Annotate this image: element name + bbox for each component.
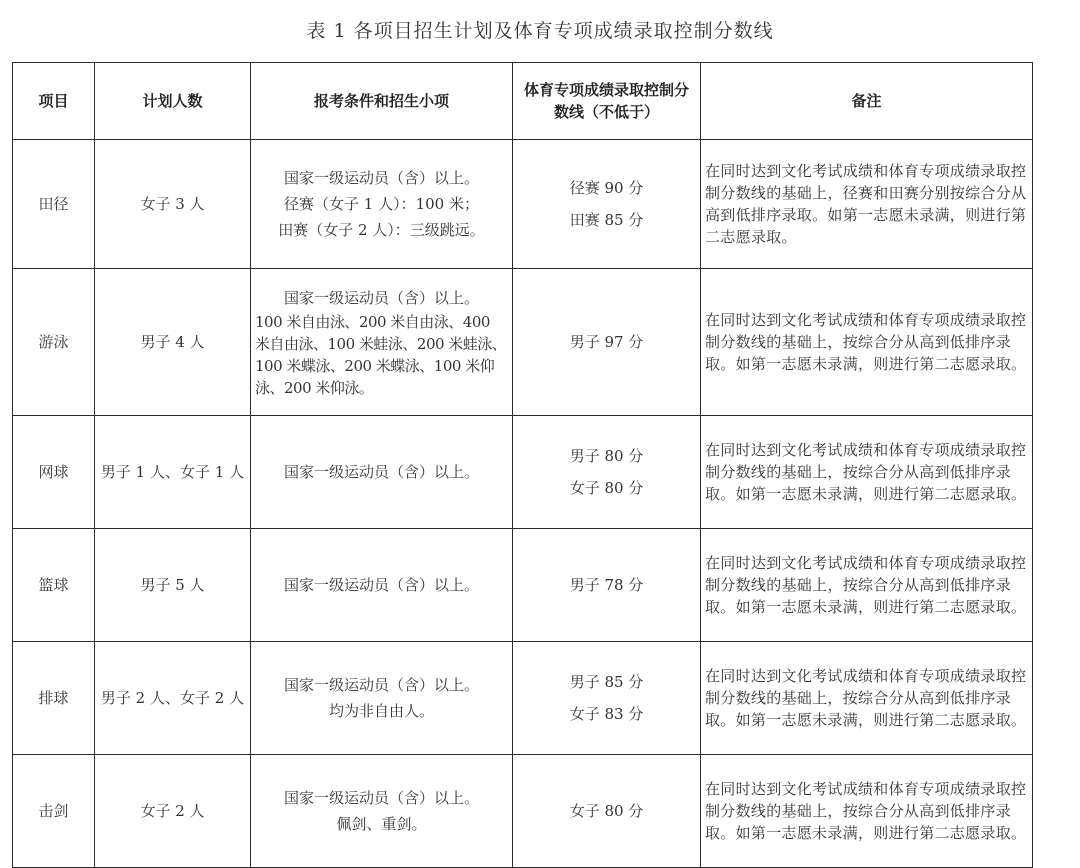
plan-cell: 女子 2 人 [95,755,251,868]
score-line: 男子 97 分 [569,333,644,351]
conditions-cell [251,140,513,269]
score-cell [513,269,701,416]
conditions-cell [251,529,513,642]
conditions-cell [251,642,513,755]
condition-line: 国家一级运动员（含）以上。 [283,169,479,187]
condition-line: 国家一级运动员（含）以上。 [283,289,479,307]
conditions-cell [251,269,513,416]
table-row [13,416,1033,529]
project-cell: 田径 [13,140,95,269]
score-line: 女子 80 分 [569,479,644,497]
header-score: 体育专项成绩录取控制分数线（不低于） [513,63,701,140]
table-caption: 表 1 各项目招生计划及体育专项成绩录取控制分数线 [306,20,774,42]
header-plan: 计划人数 [95,63,251,140]
header-project: 项目 [13,63,95,140]
score-cell [513,140,701,269]
score-line: 男子 85 分 [569,673,644,691]
score-cell [513,529,701,642]
score-line: 女子 80 分 [569,802,644,820]
score-cell [513,642,701,755]
score-cell [513,755,701,868]
project-cell: 击剑 [13,755,95,868]
conditions-cell [251,416,513,529]
project-cell: 网球 [13,416,95,529]
header-row [13,63,1033,140]
condition-line: 100 米自由泳、200 米自由泳、400 米自由泳、100 米蛙泳、200 米蛙泳、100 米蝶泳、200 米蝶泳、100 米仰泳、200 米仰泳。 [255,313,507,397]
condition-line: 国家一级运动员（含）以上。 [283,676,479,694]
score-line: 田赛 85 分 [569,211,644,229]
score-cell [513,416,701,529]
table-row [13,140,1033,269]
plan-cell: 男子 2 人、女子 2 人 [95,642,251,755]
note-cell: 在同时达到文化考试成绩和体育专项成绩录取控制分数线的基础上，按综合分从高到低排序录取。如第一志愿未录满，则进行第二志愿录取。 [701,529,1033,642]
header-conditions: 报考条件和招生小项 [251,63,513,140]
score-line: 女子 83 分 [569,705,644,723]
condition-line: 国家一级运动员（含）以上。 [283,463,479,481]
condition-line: 径赛（女子 1 人）：100 米； [284,195,479,213]
score-line: 径赛 90 分 [569,179,644,197]
admission-quota-table [12,62,1033,868]
table-row [13,755,1033,868]
header-note: 备注 [701,63,1033,140]
condition-line: 国家一级运动员（含）以上。 [283,576,479,594]
condition-line: 佩剑、重剑。 [336,815,427,833]
note-cell: 在同时达到文化考试成绩和体育专项成绩录取控制分数线的基础上，径赛和田赛分别按综合分从高到低排序录取。如第一志愿未录满，则进行第二志愿录取。 [701,140,1033,269]
note-cell: 在同时达到文化考试成绩和体育专项成绩录取控制分数线的基础上，按综合分从高到低排序录取。如第一志愿未录满，则进行第二志愿录取。 [701,755,1033,868]
condition-line: 均为非自由人。 [328,702,434,720]
table-row [13,642,1033,755]
score-line: 男子 78 分 [569,576,644,594]
conditions-cell [251,755,513,868]
project-cell: 篮球 [13,529,95,642]
table-row [13,269,1033,416]
condition-line: 田赛（女子 2 人）：三级跳远。 [278,221,485,239]
plan-cell: 女子 3 人 [95,140,251,269]
table-row [13,529,1033,642]
plan-cell: 男子 1 人、女子 1 人 [95,416,251,529]
note-cell: 在同时达到文化考试成绩和体育专项成绩录取控制分数线的基础上，按综合分从高到低排序录取。如第一志愿未录满，则进行第二志愿录取。 [701,642,1033,755]
plan-cell: 男子 4 人 [95,269,251,416]
plan-cell: 男子 5 人 [95,529,251,642]
score-line: 男子 80 分 [569,447,644,465]
project-cell: 游泳 [13,269,95,416]
note-cell: 在同时达到文化考试成绩和体育专项成绩录取控制分数线的基础上，按综合分从高到低排序录取。如第一志愿未录满，则进行第二志愿录取。 [701,416,1033,529]
project-cell: 排球 [13,642,95,755]
condition-line: 国家一级运动员（含）以上。 [283,789,479,807]
note-cell: 在同时达到文化考试成绩和体育专项成绩录取控制分数线的基础上，按综合分从高到低排序录取。如第一志愿未录满，则进行第二志愿录取。 [701,269,1033,416]
